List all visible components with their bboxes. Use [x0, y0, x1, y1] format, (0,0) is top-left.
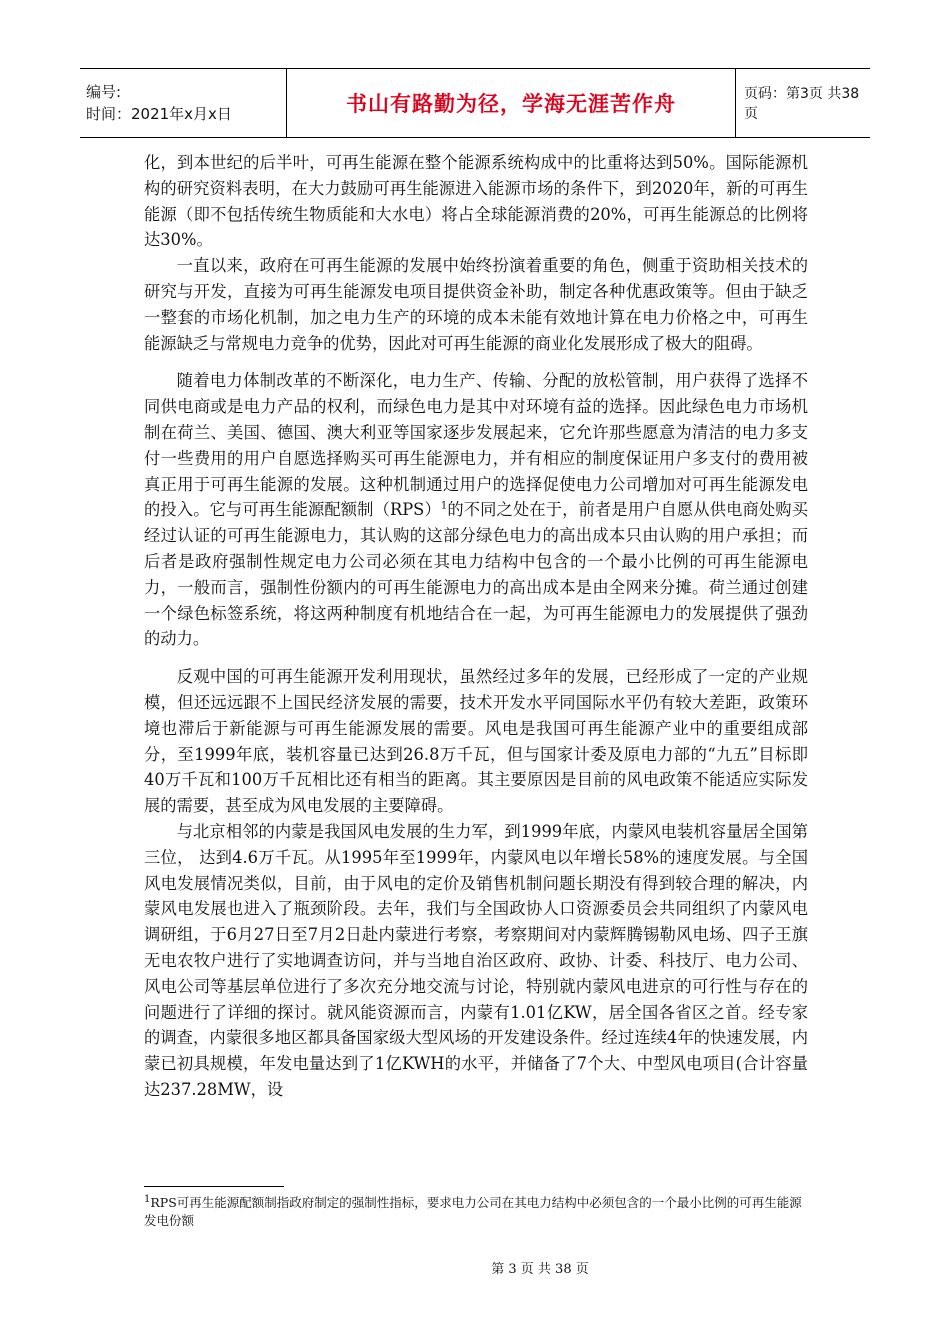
body-text — [144, 150, 808, 1103]
document-date: 时间：2021年x月x日 — [86, 105, 232, 123]
page-header — [80, 68, 870, 138]
paragraph: 一直以来，政府在可再生能源的发展中始终扮演着重要的角色，侧重于资助相关技术的研究与开发，直接为可再生能源发电项目提供资金补助，制定各种优惠政策等。但由于缺乏一整套的市场化机制，加之电力生产的环境的成本未能有效地计算在电力价格之中，可再生能源缺乏与常规电力竞争的优势，因此对可再生能源的商业化发展形成了极大的阻碍。 — [144, 256, 808, 353]
paragraph-part: 的不同之处在于，前者是用户自愿从供电商处购买经过认证的可再生能源电力，其认购的这部分绿色电力的高出成本只由认购的用户承担；而后者是政府强制性规定电力公司必须在其电力结构中包含的一个最小比例的可再生能源电力，一般而言，强制性份额内的可再生能源电力的高出成本是由全网来分摊。荷兰通过创建一个绿色标签系统，将这两种制度有机地结合在一起，为可再生能源电力的发展提供了强劲的动力。 — [144, 500, 808, 649]
header-meta — [80, 69, 286, 137]
footnote-reference[interactable]: 1 — [440, 500, 448, 512]
page-footer: 第 3 页 共 38 页 — [491, 1262, 589, 1277]
header-page-number: 页码：第3页 共38页 — [744, 86, 860, 122]
paragraph — [144, 368, 808, 652]
paragraph: 与北京相邻的内蒙是我国风电发展的生力军，到1999年底，内蒙风电装机容量居全国第三位， 达到4.6万千瓦。从1995年至1999年，内蒙风电以年增长58%的速度发展。与全国风电发展情况类似，目前，由于风电的定价及销售机制问题长期没有得到较合理的解决，内蒙风电发展也进入了瓶颈阶段。去年，我们与全国政协人口资源委员会共同组织了内蒙风电调研组，于6月27日至7月2日赴内蒙进行考察，考察期间对内蒙辉腾锡勒风电场、四子王旗无电农牧户进行了实地调查访问，并与当地自治区政府、政协、计委、科技厅、电力公司、风电公司等基层单位进行了多次充分地交流与讨论，特别就内蒙风电进京的可行性与存在的问题进行了详细的探讨。就风能资源而言，内蒙有1.01亿KW，居全国各省区之首。经专家的调查，内蒙很多地区都具备国家级大型风场的开发建设条件。经过连续4年的快速发展，内蒙已初具规模，年发电量达到了1亿KWH的水平，并储备了7个大、中型风电项目(合计容量达237.28MW，设 — [144, 821, 808, 1099]
paragraph: 反观中国的可再生能源开发利用现状，虽然经过多年的发展，已经形成了一定的产业规模，但还远远跟不上国民经济发展的需要，技术开发水平同国际水平仍有较大差距，政策环境也滞后于新能源与可再生能源发展的需要。风电是我国可再生能源产业中的重要组成部分，至1999年底，装机容量已达到26.8万千瓦，但与国家计委及原电力部的“九五”目标即40万千瓦和100万千瓦相比还有相当的距离。其主要原因是目前的风电政策不能适应实际发展的需要，甚至成为风电发展的主要障碍。 — [144, 667, 808, 816]
footnote-text: RPS可再生能源配额制指政府制定的强制性指标，要求电力公司在其电力结构中必须包含的一个最小比例的可再生能源发电份额 — [144, 1195, 802, 1228]
footnote-divider — [144, 1186, 284, 1187]
footnote-marker: 1 — [144, 1193, 151, 1205]
paragraph: 化，到本世纪的后半叶，可再生能源在整个能源系统构成中的比重将达到50%。国际能源机构的研究资料表明，在大力鼓励可再生能源进入能源市场的条件下，到2020年，新的可再生能源（即不包括传统生物质能和大水电）将占全球能源消费的20%，可再生能源总的比例将达30%。 — [144, 153, 808, 250]
header-motto: 书山有路勤为径，学海无涯苦作舟 — [346, 92, 676, 116]
header-page-cell — [736, 69, 870, 137]
footnote — [144, 1194, 808, 1230]
header-motto-cell — [286, 69, 736, 137]
document-code-label: 编号: — [86, 83, 122, 101]
paragraph-part: 随着电力体制改革的不断深化，电力生产、传输、分配的放松管制，用户获得了选择不同供电商或是电力产品的权利，而绿色电力是其中对环境有益的选择。因此绿色电力市场机制在荷兰、美国、德国、澳大利亚等国家逐步发展起来，它允许那些愿意为清洁的电力多支付一些费用的用户自愿选择购买可再生能源电力，并有相应的制度保证用户多支付的费用被真正用于可再生能源的发展。这种机制通过用户的选择促使电力公司增加对可再生能源发电的投入。它与可再生能源配额制（RPS） — [144, 371, 808, 520]
